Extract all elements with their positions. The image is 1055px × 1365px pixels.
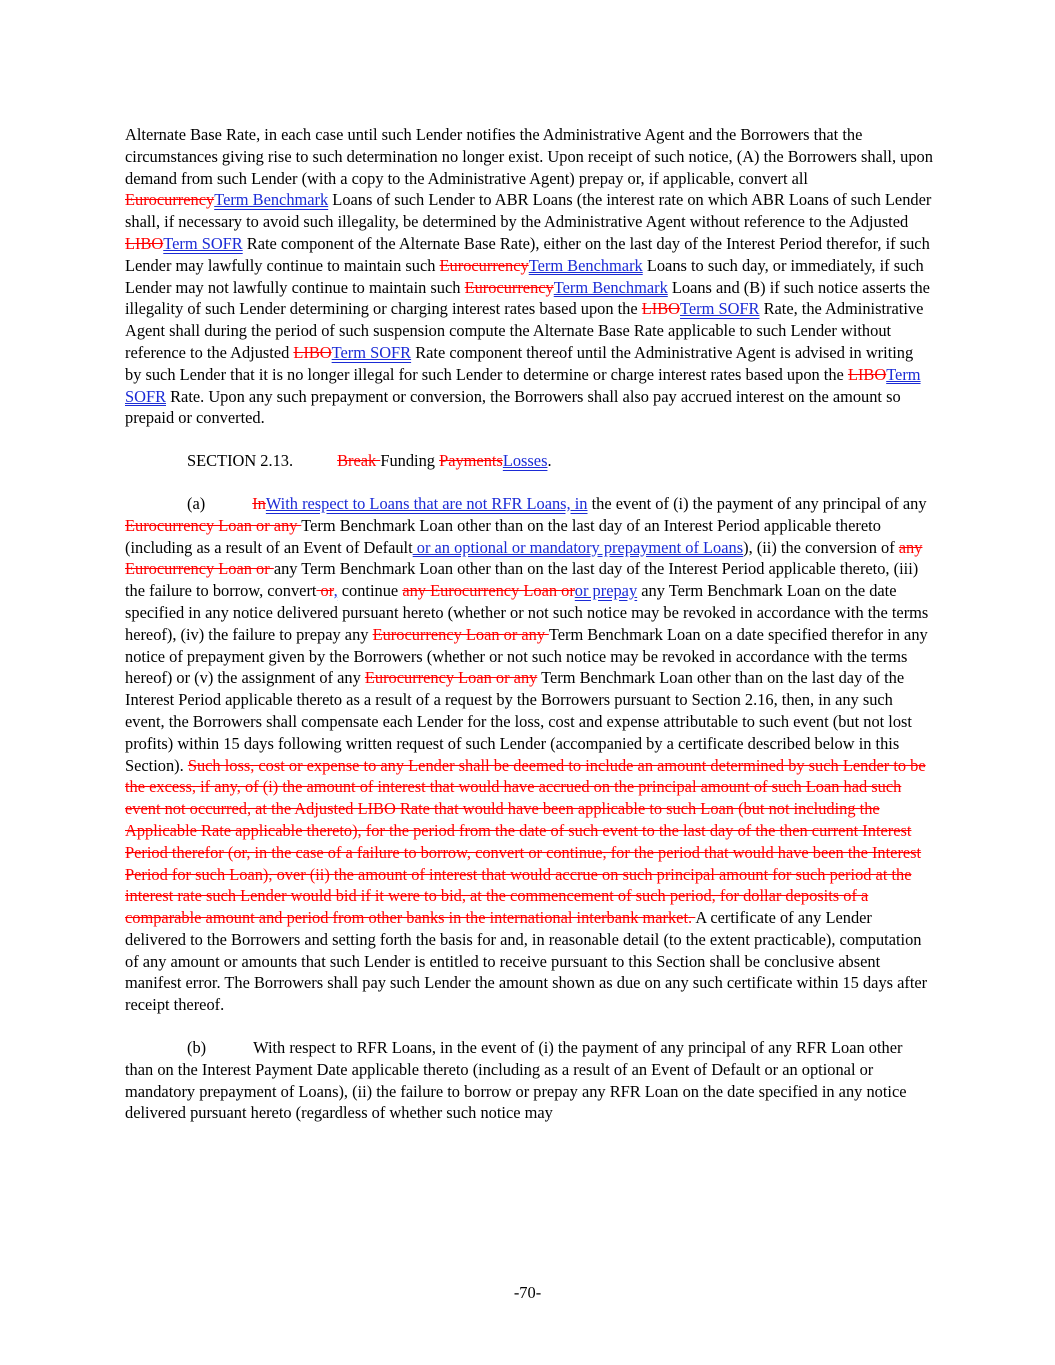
deleted-text: LIBO xyxy=(847,364,887,384)
section-number: SECTION 2.13. xyxy=(187,451,294,471)
deleted-text: any Eurocurrency Loan or xyxy=(125,537,923,579)
inserted-text: Term SOFR xyxy=(125,364,921,406)
inserted-text: Losses xyxy=(502,451,548,471)
deleted-text: Eurocurrency Loan or any xyxy=(364,668,538,688)
section-heading xyxy=(125,450,933,472)
document-page xyxy=(125,124,933,1145)
inserted-text: or an optional or mandatory prepayment of Loans xyxy=(412,537,744,557)
body-text: continue xyxy=(337,581,403,601)
inserted-text: With respect to Loans that are not RFR Loans, in xyxy=(265,493,588,513)
body-text: Rate component of the Alternate Base Rate), either on the last day of the Interest Period therefor, if such Lender may lawfully continue to maintain such xyxy=(125,233,930,275)
deleted-text: Eurocurrency xyxy=(125,190,215,210)
body-text: Term Benchmark Loan other than on the last day of an Interest Period applicable thereto (including as a result of an Event of Default xyxy=(125,515,881,557)
body-text: any Term Benchmark Loan on the date specified in any notice delivered pursuant hereto (whether or not such notice may be revoked in accordance with the terms hereof), (iv) the failure to prepay any xyxy=(125,581,929,644)
deleted-text: Eurocurrency xyxy=(464,277,554,297)
body-text: Loans to such day, or immediately, if such Lender may not lawfully continue to maintain such xyxy=(125,255,924,297)
section-title xyxy=(337,451,551,470)
deleted-text: Eurocurrency Loan or any xyxy=(125,515,302,535)
body-text: With respect to RFR Loans, in the event of (i) the payment of any principal of any RFR Loan other than on the Interest Payment Date applicable thereto (including as a result of an Event of Default or an optional or mandatory prepayment of Loans), (ii) the failure to borrow or prepay any RFR Loan on the date specified in any notice delivered pursuant hereto (regardless of whether such notice may xyxy=(125,1038,907,1123)
inserted-text: Term SOFR xyxy=(163,233,243,253)
body-text: Term Benchmark Loan on a date specified therefor in any notice of prepayment given by the Borrowers (whether or not such notice may be revoked in accordance with the terms hereof) or (v) the assignment of any xyxy=(125,624,928,688)
paragraph-a xyxy=(125,493,933,1016)
body-text: Alternate Base Rate, in each case until such Lender notifies the Administrative Agent and the Borrowers that the circumstances giving rise to such determination no longer exist. Upon receipt of such notice, (A) the Borrowers shall, upon demand from such Lender (with a copy to the Administrative Agent) prepay or, if applicable, convert all xyxy=(125,125,933,188)
body-text: Rate. Upon any such prepayment or conversion, the Borrowers shall also pay accrued interest on the amount so prepaid or converted. xyxy=(125,386,901,428)
body-text: Funding xyxy=(380,451,440,471)
body-text: the event of (i) the payment of any principal of any xyxy=(587,493,927,513)
page-number: -70- xyxy=(513,1283,542,1302)
deleted-text: Payments xyxy=(439,451,503,471)
deleted-text: Eurocurrency xyxy=(439,255,529,275)
body-text: . xyxy=(547,451,552,471)
deleted-text: Eurocurrency Loan or any xyxy=(372,624,549,644)
paragraph-b-label: (b) xyxy=(187,1038,207,1058)
body-text: A certificate of any Lender delivered to the Borrowers and setting forth the basis for and, in reasonable detail (to the extent practicable), computation of any amount or amounts that such Lender is entitled to receive pursuant to this Section shall be conclusive absent manifest error. The Borrowers shall pay such Lender the amount shown as due on any such certificate within 15 days after receipt thereof. xyxy=(125,908,928,1015)
body-text: any Term Benchmark Loan other than on the last day of the Interest Period applicable thereto, (iii) the failure to borrow, convert xyxy=(125,559,919,601)
inserted-text: Term Benchmark xyxy=(528,255,643,275)
deleted-text: LIBO xyxy=(293,342,332,362)
deleted-text: In xyxy=(252,493,266,513)
inserted-text: or prepay xyxy=(574,581,638,601)
body-text: Rate, the Administrative Agent shall during the period of such suspension compute the Alternate Base Rate applicable to such Lender without reference to the Adjusted xyxy=(125,299,924,362)
deleted-text: LIBO xyxy=(125,233,164,253)
deleted-text: LIBO xyxy=(641,299,681,319)
paragraph-a-label: (a) xyxy=(187,493,206,513)
body-text: Loans and (B) if such notice asserts the illegality of such Lender determining or charging interest rates based upon the xyxy=(125,277,930,319)
deleted-text: Break xyxy=(337,451,381,471)
inserted-text: Term Benchmark xyxy=(214,190,329,210)
body-text: Rate component thereof until the Administrative Agent is advised in writing by such Lender that it is no longer illegal for such Lender to determine or charge interest rates based upon the xyxy=(125,342,914,384)
paragraph-a-text xyxy=(125,494,928,1014)
body-text: Loans of such Lender to ABR Loans (the interest rate on which ABR Loans of such Lender shall, if necessary to avoid such illegality, be determined by the Administrative Agent without reference to the Adjusted xyxy=(125,190,932,232)
deleted-text: Such loss, cost or expense to any Lender shall be deemed to include an amount determined by such Lender to be the excess, if any, of (i) the amount of interest that would have accrued on the principal amount of such Loan had such event not occurred, at the Adjusted LIBO Rate that would have been applicable to such Loan (but not including the Applicable Rate applicable thereto), for the period from the date of such event to the last day of the then current Interest Period therefor (or, in the case of a failure to borrow, convert or continue, for the period that would have been the Interest Period for such Loan), over (ii) the amount of interest that would accrue on such principal amount for such period at the interest rate such Lender would bid if it were to bid, at the commencement of such period, for dollar deposits of a comparable amount and period from other banks in the international interbank market. xyxy=(125,755,926,928)
paragraph-b xyxy=(125,1037,933,1124)
body-text: Term Benchmark Loan other than on the last day of the Interest Period applicable thereto as a result of a request by the Borrowers pursuant to Section 2.16, then, in any such event, the Borrowers shall compensate each Lender for the loss, cost and expense attributable to such event (but not lost profits) within 15 days following written request of such Lender (accompanied by a certificate described below in this Section). xyxy=(125,668,912,775)
paragraph-illegality-continuation xyxy=(125,124,933,429)
inserted-text: Term SOFR xyxy=(331,342,412,362)
deleted-text: or xyxy=(316,581,334,601)
deleted-text: any Eurocurrency Loan or xyxy=(402,581,575,601)
paragraph-b-text xyxy=(125,1038,907,1122)
inserted-text: , xyxy=(333,581,338,601)
body-text: ), (ii) the conversion of xyxy=(743,537,899,557)
inserted-text: Term SOFR xyxy=(680,299,760,319)
inserted-text: Term Benchmark xyxy=(553,277,668,297)
